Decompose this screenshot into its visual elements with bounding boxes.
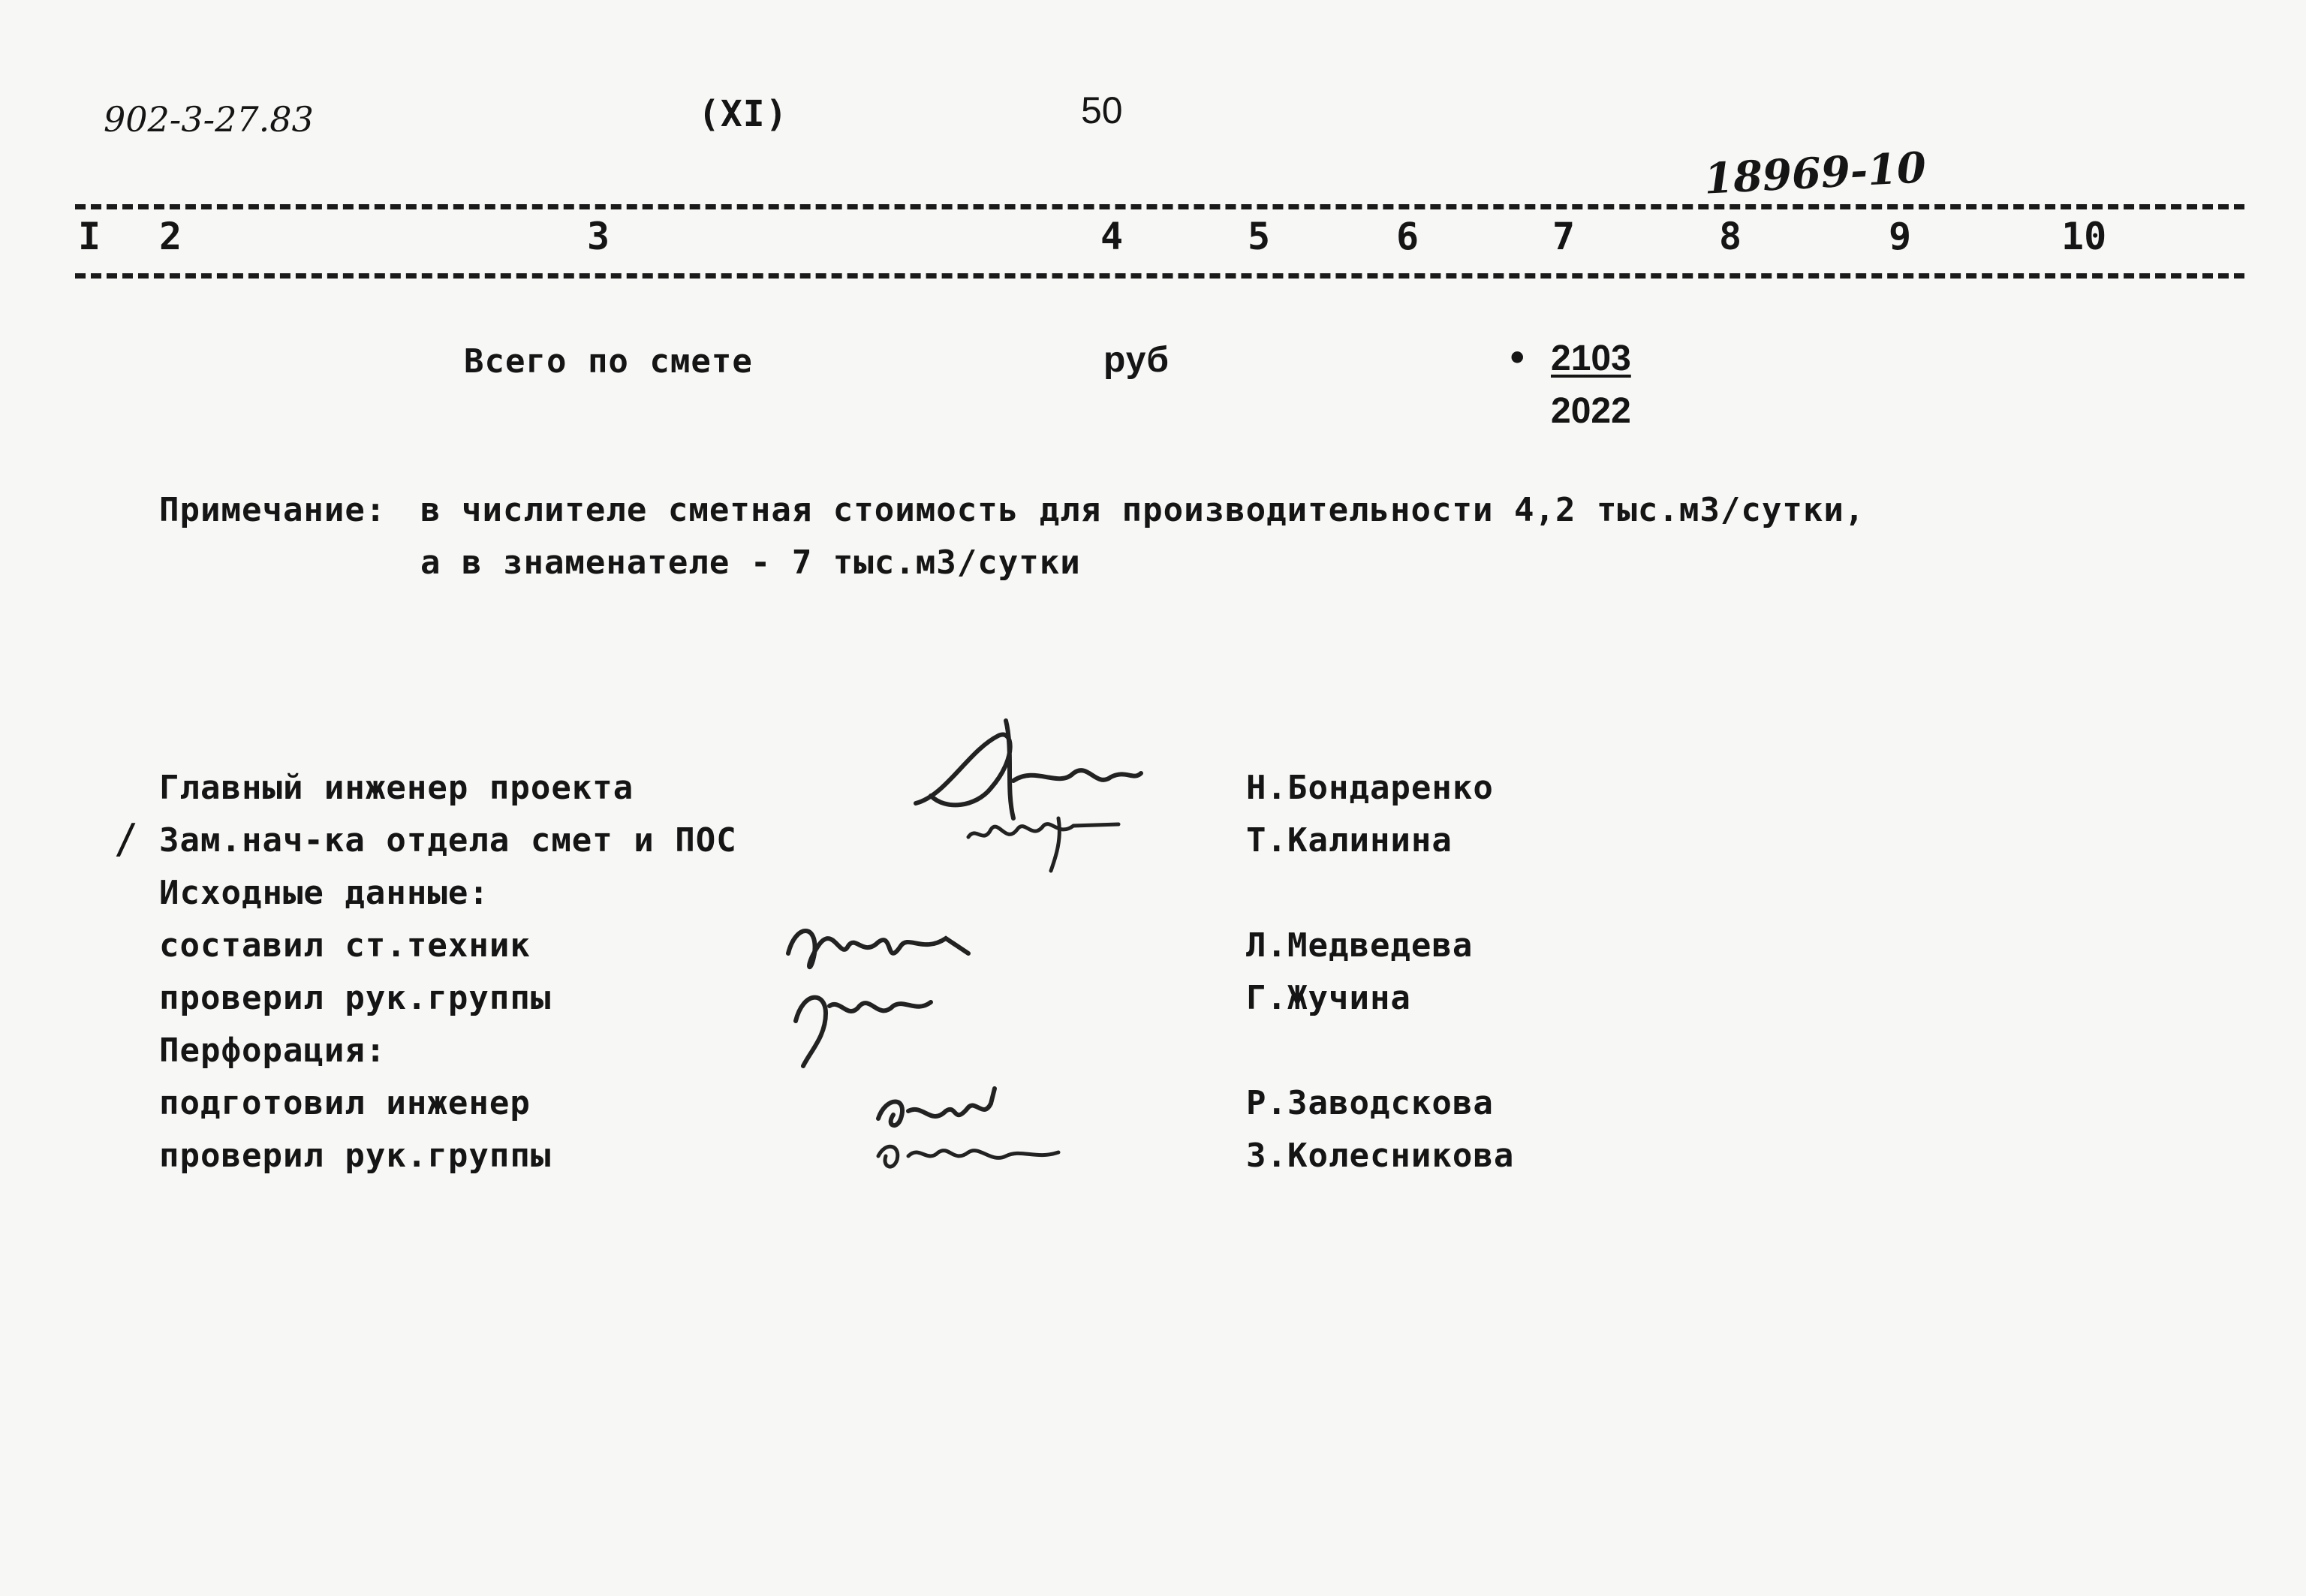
column-number: 8: [1719, 215, 1742, 258]
doc-code: 902-3-27.83: [104, 99, 314, 140]
signature-medvedeva: [773, 901, 998, 1074]
page-number: 50: [1081, 89, 1123, 131]
column-number: 3: [587, 215, 610, 258]
column-number: 5: [1248, 215, 1271, 258]
total-numerator: 2103: [1551, 339, 1631, 378]
column-number: 2: [159, 215, 182, 258]
signatory-role: составил ст.техник: [159, 926, 531, 965]
column-number: 10: [2061, 215, 2107, 258]
section-heading: Исходные данные:: [159, 874, 489, 912]
signatory-role: Зам.нач-ка отдела смет и ПОС: [159, 821, 737, 860]
signatory-name: Т.Калинина: [1246, 821, 1453, 860]
signature-chief-engineer: [901, 706, 1156, 878]
signatory-name: Г.Жучина: [1246, 979, 1411, 1017]
note-label: Примечание:: [159, 491, 387, 529]
column-number: 7: [1552, 215, 1576, 258]
section-heading: Перфорация:: [159, 1031, 387, 1070]
signatory-role: подготовил инженер: [159, 1084, 531, 1122]
signatory-name: Л.Медведева: [1246, 926, 1474, 965]
signatory-name: З.Колесникова: [1246, 1137, 1515, 1175]
column-number: 6: [1396, 215, 1419, 258]
table-top-rule: [75, 204, 2244, 209]
section-number: (XI): [698, 93, 788, 135]
total-bullet: •: [1507, 339, 1528, 378]
total-label: Всего по смете: [464, 342, 753, 381]
table-bottom-rule: [75, 273, 2244, 279]
signature-zavodskova: [863, 1074, 1103, 1179]
note-line-1: в числителе сметная стоимость для производительности 4,2 тыс.м3/сутки,: [420, 491, 1865, 529]
signatory-role: Главный инженер проекта: [159, 769, 634, 807]
archive-number: 18969-10: [1702, 143, 1928, 204]
margin-mark: /: [114, 815, 139, 863]
total-denominator: 2022: [1551, 391, 1631, 431]
column-number: 4: [1100, 215, 1124, 258]
note-line-2: а в знаменателе - 7 тыс.м3/сутки: [420, 544, 1081, 582]
total-unit: руб: [1103, 340, 1170, 380]
signatory-role: проверил рук.группы: [159, 979, 552, 1017]
signatory-name: Н.Бондаренко: [1246, 769, 1494, 807]
column-number: 9: [1889, 215, 1912, 258]
signatory-role: проверил рук.группы: [159, 1137, 552, 1175]
column-number: I: [78, 215, 101, 258]
signatory-name: Р.Заводскова: [1246, 1084, 1494, 1122]
